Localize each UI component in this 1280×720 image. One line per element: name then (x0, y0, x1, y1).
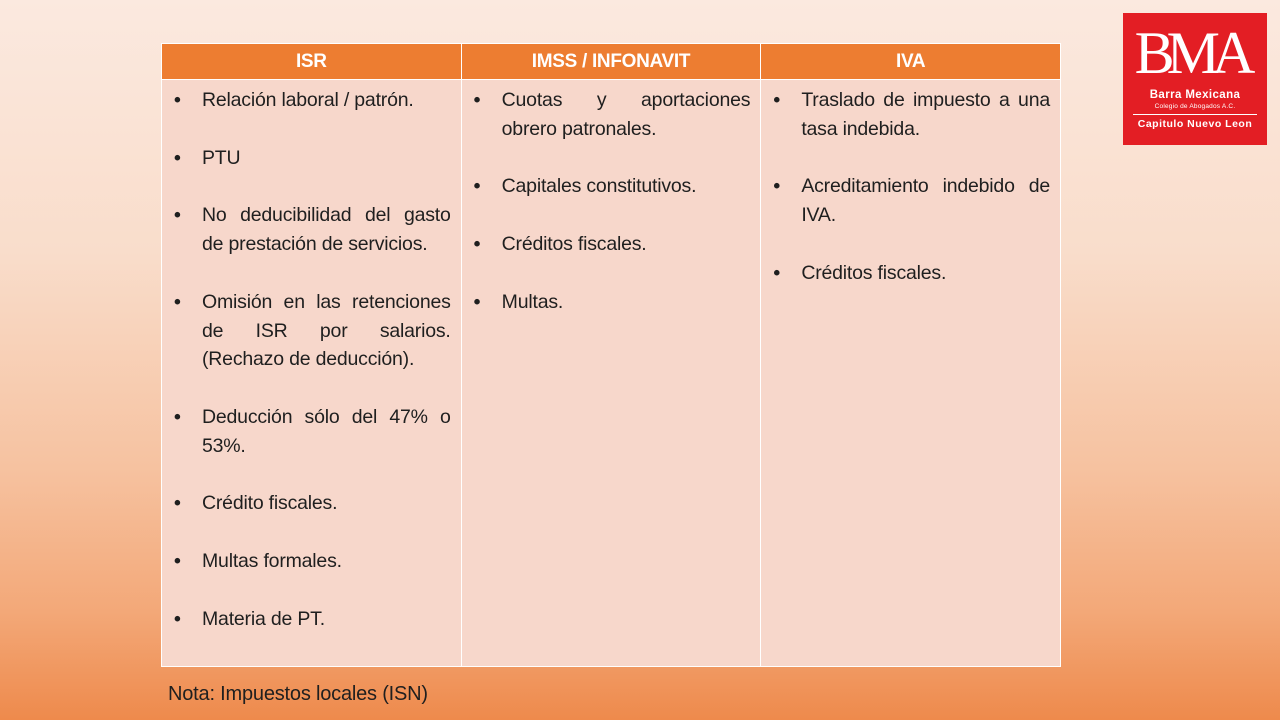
list-item (172, 201, 451, 258)
header-imss-infonavit: IMSS / INFONAVIT (461, 44, 761, 80)
logo-chapter: Capitulo Nuevo Leon (1137, 118, 1253, 130)
bullet-icon: • (174, 550, 181, 573)
logo-org-name: Barra Mexicana (1149, 89, 1241, 101)
list-item-text: Deducción sólo del 47% o 53%. (202, 405, 451, 457)
logo-mark: BMA (1134, 20, 1248, 86)
imss-cell (461, 80, 761, 667)
bullet-icon: • (174, 492, 181, 515)
comparison-table (161, 43, 1061, 667)
bullet-icon: • (473, 290, 481, 313)
list-item (172, 288, 451, 374)
list-item-text: Créditos fiscales. (501, 233, 647, 256)
list-item-text: Acreditamiento indebido de IVA. (801, 175, 1050, 227)
logo-divider (1133, 114, 1257, 115)
list-item (172, 547, 451, 576)
list-item-text: Omisión en las retenciones de ISR por salarios. (Rechazo de deducción). (202, 290, 451, 371)
bullet-icon: • (174, 204, 181, 227)
list-item (771, 172, 1050, 229)
note-text: Nota: Impuestos locales (ISN) (168, 683, 428, 705)
iva-cell (761, 80, 1061, 667)
header-isr: ISR (162, 44, 462, 80)
list-item-text: Crédito fiscales. (202, 492, 338, 515)
list-item (472, 172, 751, 201)
logo-org-subtitle: Colegio de Abogados A.C. (1154, 103, 1236, 110)
list-item-text: Multas formales. (202, 550, 342, 573)
list-item-text: Créditos fiscales. (801, 261, 947, 284)
bullet-icon: • (773, 89, 780, 111)
table-header-row (162, 44, 1061, 80)
list-item (472, 288, 751, 317)
bullet-icon: • (174, 405, 181, 428)
list-item-text: Cuotas y aportaciones obrero patronales. (501, 89, 751, 140)
list-item (472, 86, 751, 143)
list-item-text: Relación laboral / patrón. (202, 89, 414, 111)
list-item (472, 230, 751, 259)
iva-list (771, 86, 1050, 288)
list-item (172, 144, 451, 173)
list-item (172, 86, 451, 115)
header-iva: IVA (761, 44, 1061, 80)
list-item-text: PTU (202, 146, 241, 169)
bullet-icon: • (174, 146, 181, 169)
bma-logo (1123, 13, 1267, 145)
list-item (172, 403, 451, 460)
bullet-icon: • (773, 261, 780, 284)
list-item (172, 605, 451, 634)
list-item-text: Capitales constitutivos. (501, 175, 697, 198)
list-item (771, 86, 1050, 143)
imss-list (472, 86, 751, 317)
list-item (172, 489, 451, 518)
table-body-row (162, 80, 1061, 667)
list-item-text: Materia de PT. (202, 607, 325, 630)
bullet-icon: • (174, 290, 181, 313)
bullet-icon: • (773, 175, 780, 198)
bullet-icon: • (473, 89, 481, 111)
list-item-text: No deducibilidad del gasto de prestación de servicios. (202, 204, 451, 256)
bullet-icon: • (473, 233, 481, 256)
bullet-icon: • (473, 175, 481, 198)
isr-list (172, 86, 451, 633)
list-item (771, 259, 1050, 288)
list-item-text: Traslado de impuesto a una tasa indebida. (801, 89, 1050, 140)
bullet-icon: • (174, 607, 181, 630)
isr-cell (162, 80, 462, 667)
bullet-icon: • (174, 89, 181, 111)
list-item-text: Multas. (501, 290, 564, 313)
